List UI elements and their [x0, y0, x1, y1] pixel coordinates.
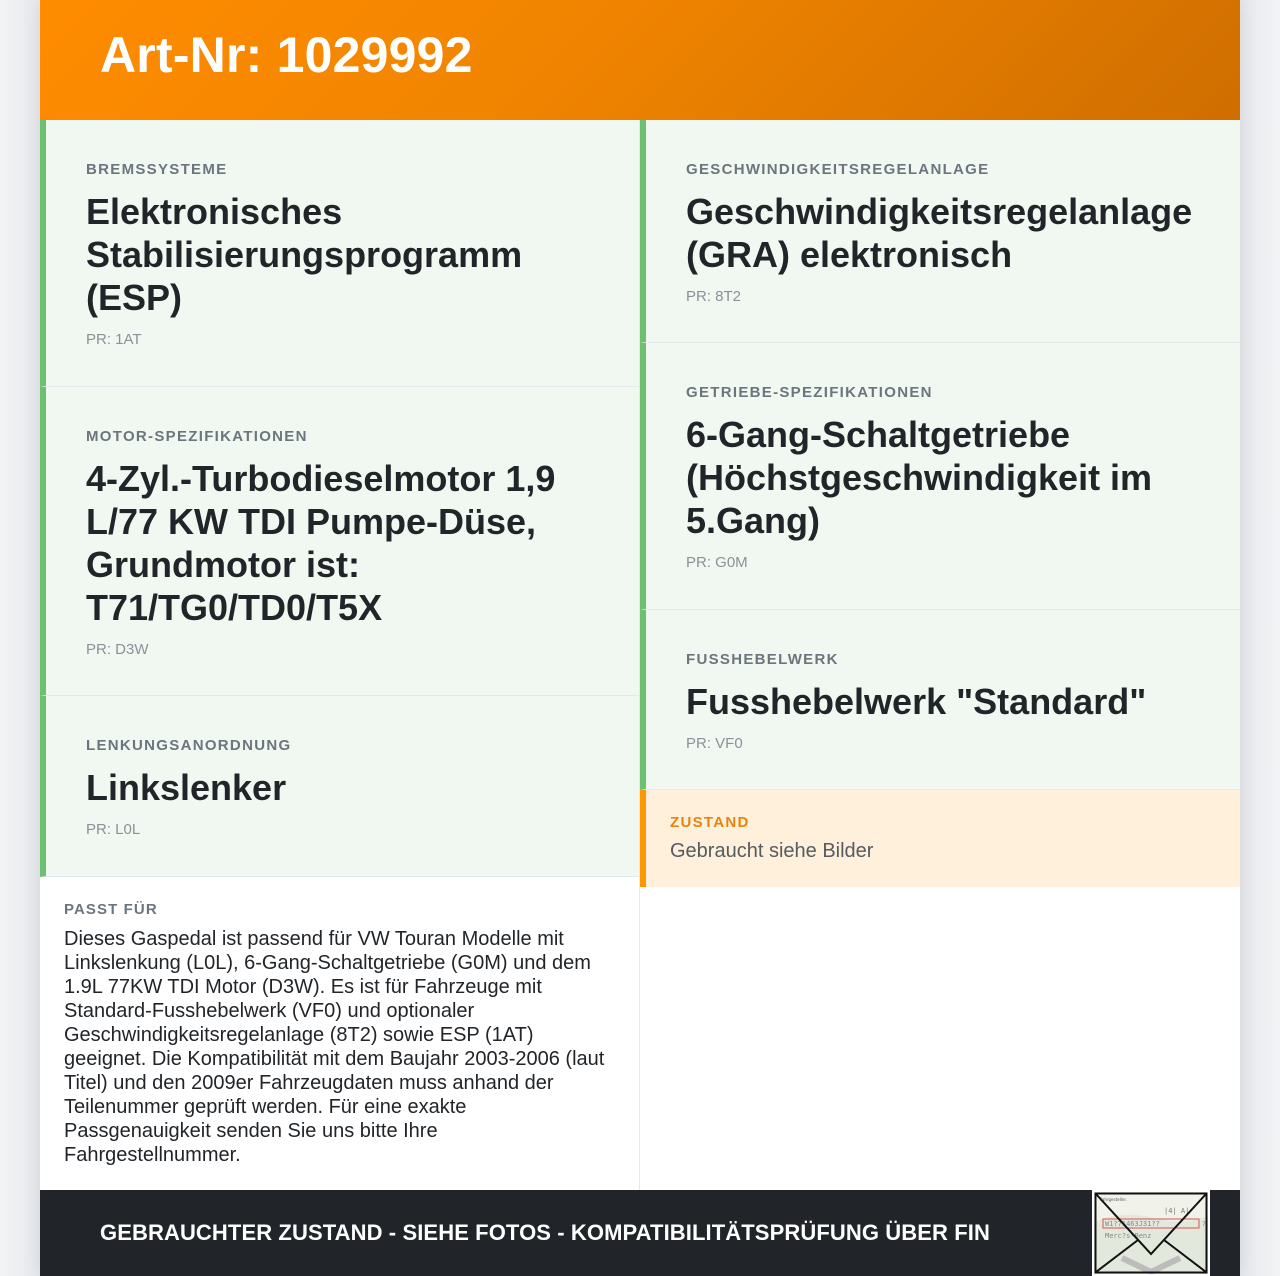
spec-pr-code: PR: 8T2 — [686, 288, 742, 305]
spec-pr-code: PR: 1AT — [86, 331, 142, 348]
svg-text:7: 7 — [1202, 1221, 1206, 1228]
right-column — [640, 120, 1240, 1190]
spec-card-steering — [40, 696, 639, 877]
left-column — [40, 120, 640, 1190]
spec-card-transmission — [640, 343, 1240, 610]
spec-value: 4-Zyl.-Turbodieselmotor 1,9 L/77 KW TDI Pumpe-Düse, Grundmotor ist: T71/TG0/TD0/T5X — [86, 458, 556, 628]
fin-document-envelope-icon — [1092, 1190, 1210, 1276]
svg-text:Fahrgestellnr.: Fahrgestellnr. — [1100, 1197, 1127, 1202]
condition-label: ZUSTAND — [670, 814, 750, 831]
spec-value: Geschwindigkeitsregelanlage (GRA) elektronisch — [686, 191, 1193, 275]
article-number-title: Art-Nr: 1029992 — [100, 27, 473, 83]
spec-label: LENKUNGSANORDNUNG — [86, 737, 292, 754]
right-column-filler — [640, 887, 1240, 1190]
svg-text:W1?71463J31??: W1?71463J31?? — [1105, 1220, 1160, 1228]
footer-banner — [40, 1190, 1240, 1276]
spec-label: FUSSHEBELWERK — [686, 651, 839, 668]
spec-value: Elektronisches Stabilisierungsprogramm (ESP) — [86, 191, 523, 318]
header-bar — [40, 0, 1240, 120]
spec-card-engine — [40, 387, 639, 696]
spec-label: MOTOR-SPEZIFIKATIONEN — [86, 428, 308, 445]
spec-label: GETRIEBE-SPEZIFIKATIONEN — [686, 384, 933, 401]
spec-value: Linkslenker — [86, 767, 287, 808]
spec-label: GESCHWINDIGKEITSREGELANLAGE — [686, 161, 990, 178]
condition-card — [640, 790, 1240, 887]
condition-value: Gebraucht siehe Bilder — [670, 840, 874, 862]
footer-notice: GEBRAUCHTER ZUSTAND - SIEHE FOTOS - KOMPATIBILITÄTSPRÜFUNG ÜBER FIN — [100, 1220, 990, 1245]
spec-pr-code: PR: L0L — [86, 821, 141, 838]
spec-card-pedal-assembly — [640, 610, 1240, 790]
spec-label: BREMSSYSTEME — [86, 161, 228, 178]
spec-pr-code: PR: G0M — [686, 554, 748, 571]
spec-card-cruise-control — [640, 120, 1240, 343]
svg-text:|4| A|: |4| A| — [1164, 1207, 1190, 1215]
svg-text:Merc?s-Benz: Merc?s-Benz — [1105, 1232, 1152, 1240]
product-sheet — [40, 0, 1240, 1276]
spec-pr-code: PR: VF0 — [686, 735, 743, 752]
compatibility-label: PASST FÜR — [64, 901, 158, 918]
spec-pr-code: PR: D3W — [86, 641, 149, 658]
compatibility-text: Dieses Gaspedal ist passend für VW Touran Modelle mit Linkslenkung (L0L), 6-Gang-Schaltgetriebe (G0M) und dem 1.9L 77KW TDI Motor (D3W). Es ist für Fahrzeuge mit Standard-Fusshebelwerk (VF0) und optionaler Geschwindigkeitsregelanlage (8T2) sowie ESP (1AT) geeignet. Die Kompatibilität mit dem Baujahr 2003-2006 (laut Titel) und den 2009er Fahrzeugdaten muss anhand der Teilenummer geprüft werden. Für eine exakte Passgenauigkeit senden Sie uns bitte Ihre Fahrgestellnummer. — [64, 928, 605, 1166]
spec-grid — [40, 120, 1240, 1190]
spec-value: 6-Gang-Schaltgetriebe (Höchstgeschwindigkeit im 5.Gang) — [686, 414, 1153, 541]
compatibility-section — [40, 877, 639, 1190]
spec-value: Fusshebelwerk "Standard" — [686, 681, 1147, 722]
spec-card-brakes — [40, 120, 639, 387]
